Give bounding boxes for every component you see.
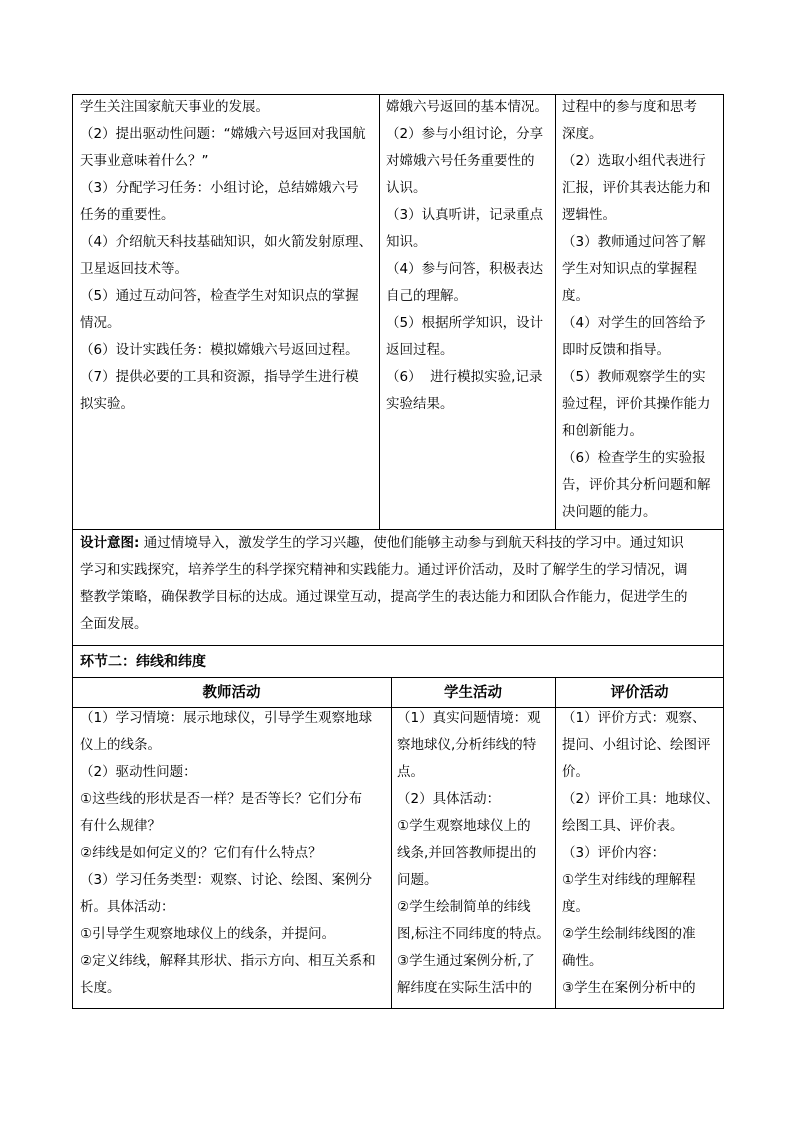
text-line: 验过程，评价其操作能力: [562, 396, 711, 412]
text-line: 对嫦娥六号任务重要性的: [386, 153, 535, 169]
text-line: 学生关注国家航天事业的发展。: [80, 99, 269, 115]
student-activity-cell: [397, 705, 554, 1007]
text-line: （7）提供必要的工具和资源，指导学生进行模: [80, 369, 359, 385]
text-line: （4）参与问答，积极表达: [386, 261, 544, 277]
text-line: （5）教师观察学生的实: [562, 369, 706, 385]
header-evaluation-activity: 评价活动: [610, 685, 669, 701]
text-line: 有什么规律？: [80, 818, 161, 834]
text-line: （1）真实问题情境：观: [397, 710, 541, 726]
text-line: （1）评价方式：观察、: [562, 710, 706, 726]
text-line: 认识。: [386, 180, 427, 196]
column-divider: [555, 677, 556, 1009]
text-line: （2）具体活动：: [397, 791, 501, 807]
text-line: 察地球仪,分析纬线的特: [397, 737, 537, 753]
student-activity-cell: [386, 94, 552, 530]
section-title: 环节二：纬线和纬度: [80, 654, 206, 670]
text-line: 确性。: [562, 953, 603, 969]
text-line: ①这些线的形状是否一样？是否等长？它们分布: [80, 791, 363, 807]
text-line: 深度。: [562, 126, 603, 142]
text-line: 问题。: [397, 872, 438, 888]
column-divider: [391, 677, 392, 1009]
teacher-activity-cell: [80, 705, 389, 1007]
text-line: 知识。: [386, 234, 427, 250]
text-line: 告，评价其分析问题和解: [562, 477, 711, 493]
design-intent-label: 设计意图:: [80, 535, 140, 551]
text-line: 绘图工具、评价表。: [562, 818, 684, 834]
column-divider: [555, 94, 556, 530]
text-line: （5）通过互动问答，检查学生对知识点的掌握: [80, 288, 359, 304]
text-line: （4）介绍航天科技基础知识，如火箭发射原理、: [80, 234, 373, 250]
text-line: 卫星返回技术等。: [80, 261, 188, 277]
text-line: （2）驱动性问题：: [80, 764, 197, 780]
text-line: 学生对知识点的掌握程: [562, 261, 697, 277]
text-line: ②学生绘制简单的纬线: [397, 899, 531, 915]
text-line: 图,标注不同纬度的特点。: [397, 926, 550, 942]
text-line: 即时反馈和指导。: [562, 342, 670, 358]
text-line: 过程中的参与度和思考: [562, 99, 697, 115]
text-line: 解纬度在实际生活中的: [397, 980, 532, 996]
text-line: 析。具体活动：: [80, 899, 175, 915]
evaluation-activity-cell: [562, 94, 722, 530]
text-line: 全面发展。: [80, 616, 148, 632]
header-student-activity: 学生活动: [444, 685, 502, 701]
text-line: （6）检查学生的实验报: [562, 450, 706, 466]
text-line: 仪上的线条。: [80, 737, 161, 753]
text-line: （3）评价内容：: [562, 845, 666, 861]
text-line: 长度。: [80, 980, 121, 996]
text-line: ①学生对纬线的理解程: [562, 872, 696, 888]
column-divider: [379, 94, 380, 530]
text-line: ③学生在案例分析中的: [562, 980, 696, 996]
text-line: 线条,并回答教师提出的: [397, 845, 537, 861]
text-line: 价。: [562, 764, 589, 780]
text-line: （5）根据所学知识，设计: [386, 315, 544, 331]
text-line: 学习和实践探究，培养学生的科学探究精神和实践能力。通过评价活动，及时了解学生的学习情况，调: [80, 562, 688, 578]
text-line: ②学生绘制纬线图的准: [562, 926, 696, 942]
evaluation-activity-cell: [562, 705, 722, 1007]
text-line: （3）教师通过问答了解: [562, 234, 706, 250]
text-line: 嫦娥六号返回的基本情况。: [386, 99, 548, 115]
text-line: 汇报，评价其表达能力和: [562, 180, 711, 196]
design-intent-text: 通过情境导入，激发学生的学习兴趣，使他们能够主动参与到航天科技的学习中。通过知识: [139, 535, 684, 551]
text-line: （2）参与小组讨论，分享: [386, 126, 544, 142]
text-line: 度。: [562, 899, 589, 915]
teacher-activity-cell: [80, 94, 376, 530]
text-line: （6）设计实践任务：模拟嫦娥六号返回过程。: [80, 342, 359, 358]
text-line: 逻辑性。: [562, 207, 616, 223]
text-line: 返回过程。: [386, 342, 454, 358]
text-line: （2）提出驱动性问题：“嫦娥六号返回对我国航: [80, 126, 366, 142]
text-line: （3）分配学习任务：小组讨论，总结嫦娥六号: [80, 180, 359, 196]
text-line: 整教学策略，确保教学目标的达成。通过课堂互动，提高学生的表达能力和团队合作能力，促进学生的: [80, 589, 688, 605]
text-line: ②纬线是如何定义的？它们有什么特点？: [80, 845, 322, 861]
text-line: （3）认真听讲，记录重点: [386, 207, 544, 223]
text-line: 情况。: [80, 315, 121, 331]
text-line: 自己的理解。: [386, 288, 467, 304]
text-line: ①学生观察地球仪上的: [397, 818, 531, 834]
text-line: （6） 进行模拟实验,记录: [386, 369, 543, 385]
text-line: ②定义纬线，解释其形状、指示方向、相互关系和: [80, 953, 376, 969]
text-line: 决问题的能力。: [562, 504, 657, 520]
text-line: 提问、小组讨论、绘图评: [562, 737, 711, 753]
text-line: 度。: [562, 288, 589, 304]
text-line: ③学生通过案例分析,了: [397, 953, 535, 969]
header-teacher-activity: 教师活动: [202, 685, 261, 701]
text-line: （2）评价工具：地球仪、: [562, 791, 720, 807]
text-line: 实验结果。: [386, 396, 454, 412]
text-line: 拟实验。: [80, 396, 134, 412]
text-line: 和创新能力。: [562, 423, 643, 439]
design-intent: [80, 530, 720, 644]
text-line: [80, 530, 720, 557]
text-line: （1）学习情境：展示地球仪，引导学生观察地球: [80, 710, 373, 726]
text-line: （2）选取小组代表进行: [562, 153, 706, 169]
text-line: ①引导学生观察地球仪上的线条，并提问。: [80, 926, 336, 942]
text-line: （3）学习任务类型：观察、讨论、绘图、案例分: [80, 872, 373, 888]
text-line: （4）对学生的回答给予: [562, 315, 706, 331]
text-line: 点。: [397, 764, 424, 780]
text-line: 任务的重要性。: [80, 207, 175, 223]
text-line: 天事业意味着什么？”: [80, 153, 209, 169]
